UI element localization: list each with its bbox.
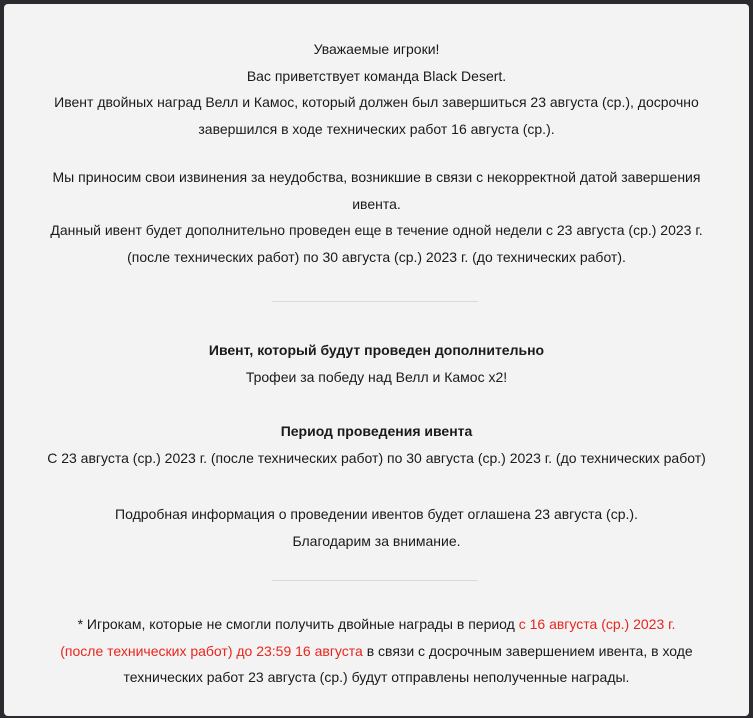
intro-section xyxy=(4,36,749,142)
footnote-highlight: с 16 августа (ср.) 2023 г. xyxy=(518,616,676,632)
apology-line-4: (после технических работ) по 30 августа (ср.) 2023 г. (до технических работ). xyxy=(127,248,626,265)
apology-section xyxy=(4,164,749,270)
notice-panel xyxy=(4,4,749,716)
apology-line-3: Данный ивент будет дополнительно проведен еще в течение одной недели с 23 августа (ср.) 2023 г. xyxy=(50,222,703,238)
divider xyxy=(272,301,478,302)
period-section xyxy=(4,418,749,471)
footnote-line-3: технических работ 23 августа (ср.) будут отправлены неполученные награды. xyxy=(123,669,630,685)
closing-line-2: Благодарим за внимание. xyxy=(292,532,461,549)
welcome-text: Вас приветствует команда Black Desert. xyxy=(246,67,507,84)
event-text-line-1: Ивент двойных наград Велл и Камос, который должен был завершиться 23 августа (ср.), досрочно xyxy=(54,94,699,110)
divider xyxy=(272,580,478,581)
extra-event-text: Трофеи за победу над Велл и Камос x2! xyxy=(245,368,508,385)
closing-line-1: Подробная информация о проведении ивентов будет оглашена 23 августа (ср.). xyxy=(115,506,638,522)
event-text-line-2: завершился в ходе технических работ 16 августа (ср.). xyxy=(198,120,555,137)
footnote-line-1 xyxy=(4,611,749,638)
footnote-line-2 xyxy=(4,638,749,665)
extra-event-section xyxy=(4,337,749,390)
footnote-text: в связи с досрочным завершением ивента, в ходе xyxy=(362,642,693,659)
apology-line-2: ивента. xyxy=(352,195,401,212)
footnote-highlight: (после технических работ) до 23:59 16 августа xyxy=(60,642,363,659)
footnote-text: * Игрокам, которые не смогли получить двойные награды в период xyxy=(77,616,519,632)
greeting-text: Уважаемые игроки! xyxy=(313,41,440,57)
extra-event-heading: Ивент, который будут проведен дополнительно xyxy=(208,342,545,358)
footnote-section xyxy=(4,611,749,691)
apology-line-1: Мы приносим свои извинения за неудобства, возникшие в связи с некорректной датой завершения xyxy=(52,169,701,185)
period-text: С 23 августа (ср.) 2023 г. (после технических работ) по 30 августа (ср.) 2023 г. (до технических работ) xyxy=(47,449,706,466)
period-heading: Период проведения ивента xyxy=(280,423,473,439)
closing-section xyxy=(4,501,749,554)
